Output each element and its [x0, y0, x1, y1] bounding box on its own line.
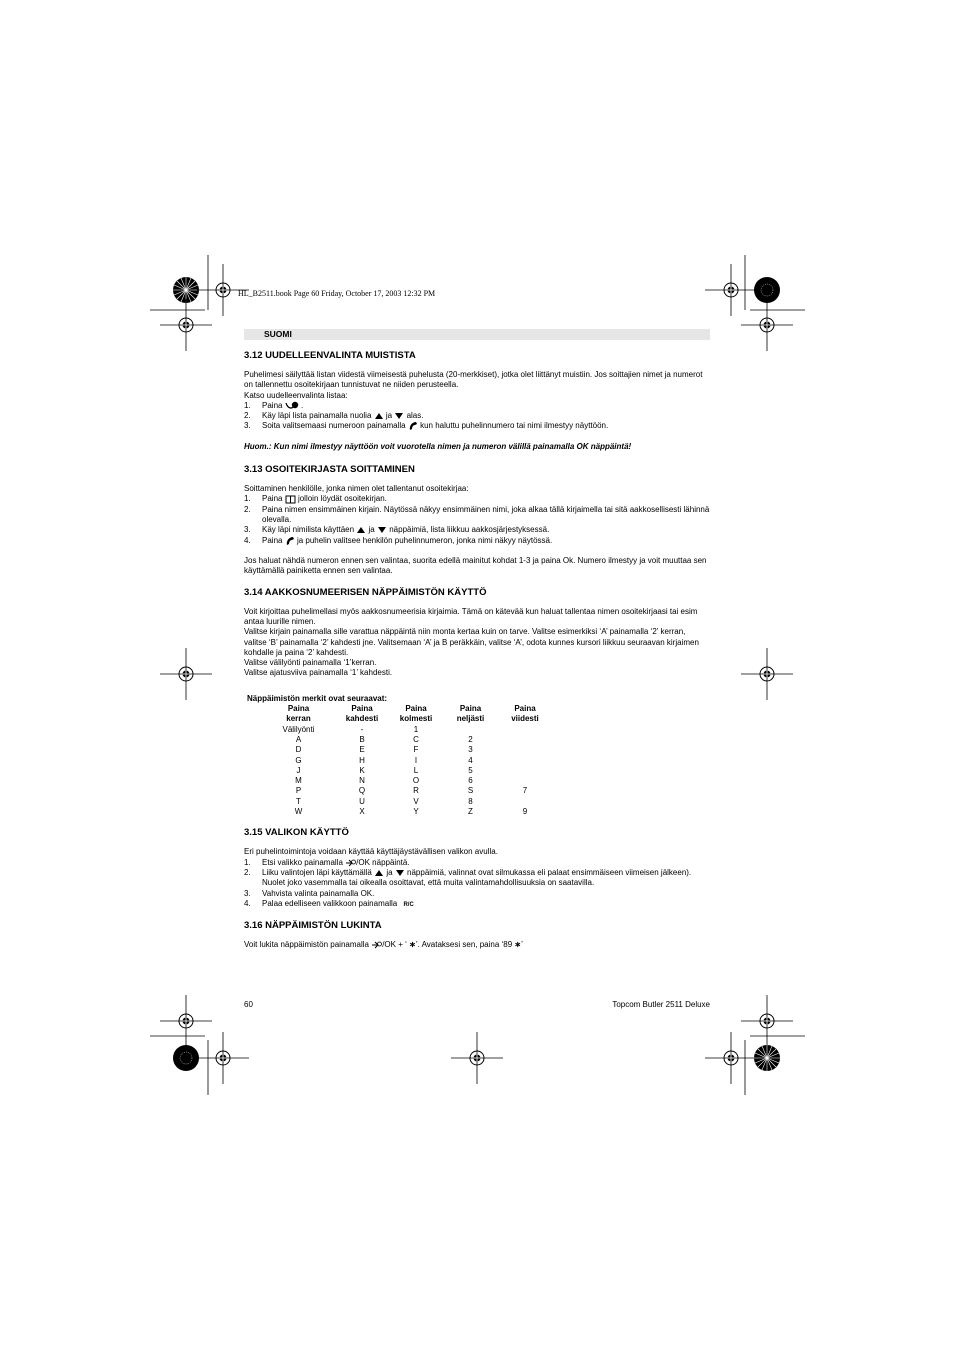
table-cell: M — [295, 776, 302, 786]
product-name: Topcom Butler 2511 Deluxe — [612, 1000, 710, 1009]
up-arrow-icon — [356, 526, 366, 534]
table-caption: Näppäimistön merkit ovat seuraavat: — [247, 693, 388, 703]
language-label: SUOMI — [264, 329, 292, 339]
table-cell: 6 — [468, 776, 473, 786]
table-cell — [498, 756, 552, 766]
table-cell: 9 — [522, 807, 528, 817]
redial-icon — [285, 401, 299, 410]
menu-key-icon — [345, 858, 356, 867]
section-heading: 3.15 VALIKON KÄYTTÖ — [244, 827, 349, 839]
paragraph: Valitse välilyönti painamalla ‘1’kerran. — [244, 658, 377, 668]
list-item: 2. Käy läpi lista painamalla nuolia ja alas. — [244, 411, 424, 421]
table-cell: A — [295, 734, 302, 744]
section-3-13 — [244, 464, 710, 576]
table-header-row — [262, 714, 552, 724]
table-cell: J — [296, 765, 301, 775]
table-header-cell: Paina — [405, 704, 427, 714]
table-cell: S — [467, 786, 474, 796]
list-item: 1. Paina jolloin löydät osoitekirjan. — [244, 494, 387, 504]
table-cell: C — [413, 734, 419, 744]
down-arrow-icon — [394, 412, 404, 420]
paragraph: Valitse ajatusviiva painamalla ‘1’ kahdesti. — [244, 668, 393, 678]
table-cell: X — [359, 807, 365, 817]
table-row — [262, 725, 552, 735]
table-row — [262, 735, 552, 745]
table-cell: - — [360, 724, 364, 734]
table-header-cell: Paina — [287, 704, 310, 714]
keypad-character-table — [262, 704, 552, 817]
up-arrow-icon — [374, 412, 384, 420]
down-arrow-icon — [377, 526, 387, 534]
table-header-cell: viidesti — [511, 714, 539, 724]
table-cell: 5 — [468, 765, 473, 775]
page-content — [244, 350, 710, 960]
up-arrow-icon — [374, 869, 384, 877]
section-3-14 — [244, 587, 710, 818]
table-cell: B — [359, 734, 365, 744]
table-cell: Z — [468, 807, 473, 817]
table-cell: 8 — [468, 796, 473, 806]
table-cell: 1 — [413, 724, 419, 734]
handset-icon — [408, 421, 418, 431]
table-row — [262, 745, 552, 755]
list-item: 3. Vahvista valinta painamalla OK. — [244, 888, 375, 898]
table-cell: Y — [413, 807, 419, 817]
table-cell: V — [413, 796, 419, 806]
list-item: 2. Liiku valintojen läpi käyttämällä ja näppäimiä, valinnat ovat silmukassa eli palaat ensimmäiseen viimeisen jälkeen). Nuolet joko vasemmalla tai oikealla osoittavat, että muita valintamahdollisuuksia on saatavilla. — [244, 867, 692, 888]
table-cell: 2 — [468, 734, 473, 744]
file-header: HL_B2511.book Page 60 Friday, October 17, 2003 12:32 PM — [238, 289, 436, 298]
table-header-cell: Paina — [514, 704, 536, 714]
table-cell: G — [295, 755, 302, 765]
table-cell — [498, 797, 552, 807]
menu-key-icon — [371, 940, 382, 949]
paragraph: Voit lukita näppäimistön painamalla /OK + ‘ ∗’. Avataksesi sen, paina ‘89 ∗’ — [244, 940, 523, 950]
table-row — [262, 776, 552, 786]
list-item: 4. Paina ja puhelin valitsee henkilön puhelinnumeron, jonka nimi näkyy näytössä. — [244, 535, 553, 545]
rc-key-icon: R/C — [403, 901, 414, 908]
table-cell: Q — [358, 786, 366, 796]
table-header-row — [262, 704, 552, 714]
list-item: 2. Paina nimen ensimmäinen kirjain. Näytössä näkyy ensimmäinen nimi, joka alkaa tällä kirjaimella tai sitä aakkosellisesti lähinnä olevalla. — [244, 504, 710, 525]
table-cell: R — [413, 786, 419, 796]
page-number: 60 — [244, 1000, 253, 1009]
table-cell: Välilyönti — [282, 724, 315, 734]
paragraph: Puhelimesi säilyttää listan viidestä viimeisestä puhelusta (20-merkkiset), jotka olet liittänyt muistiin. Jos soittajien nimet ja numerot on tallennettu osoitekirjaan tunnistuvat ne niiden perusteella. — [244, 370, 703, 390]
table-cell: K — [359, 765, 365, 775]
section-3-12 — [244, 350, 710, 452]
handset-icon — [285, 536, 295, 546]
paragraph: Voit kirjoittaa puhelimellasi myös aakkosnumeerisia kirjaimia. Tämä on kätevää kun haluat tallentaa nimen osoitekirjaasi tai esim antaa luurille nimen. — [244, 606, 698, 626]
section-heading: 3.16 NÄPPÄIMISTÖN LUKINTA — [244, 920, 382, 932]
table-header-cell: neljästi — [456, 714, 485, 724]
table-cell — [498, 735, 552, 745]
table-header-cell: kahdesti — [345, 714, 379, 724]
paragraph: Eri puhelintoimintoja voidaan käyttää käyttäjäystävällisen valikon avulla. — [244, 847, 498, 857]
table-cell: P — [295, 786, 302, 796]
table-cell: O — [412, 776, 420, 786]
table-cell — [443, 725, 498, 735]
paragraph: Jos haluat nähdä numeron ennen sen valintaa, suorita edellä mainitut kohdat 1-3 ja paina Ok. Numero ilmestyy ja voit muuttaa sen käyttämällä painiketta ennen sen valintaa. — [244, 556, 707, 576]
table-cell — [498, 745, 552, 755]
down-arrow-icon — [395, 869, 405, 877]
table-row — [262, 786, 552, 796]
list-item: 4. Palaa edelliseen valikkoon painamalla R/C — [244, 898, 414, 908]
list-item: 3. Soita valitsemaasi numeroon painamalla kun haluttu puhelinnumero tai nimi ilmestyy näyttöön. — [244, 421, 609, 431]
table-cell: F — [413, 745, 419, 755]
list-item: 3. Käy läpi nimilista käyttäen ja näppäimiä, lista liikkuu aakkosjärjestyksessä. — [244, 525, 550, 535]
table-cell: T — [296, 796, 301, 806]
table-row — [262, 766, 552, 776]
table-header-cell: kerran — [286, 714, 311, 724]
section-heading: 3.14 AAKKOSNUMEERISEN NÄPPÄIMISTÖN KÄYTTÖ — [244, 586, 487, 598]
table-cell: N — [359, 776, 365, 786]
section-3-16 — [244, 920, 710, 950]
table-header-cell: Paina — [351, 704, 373, 714]
table-header-cell: kolmesti — [399, 714, 433, 724]
paragraph: Valitse kirjain painamalla sille varattua näppäintä niin monta kertaa kuin on tarve. Valitse esimerkiksi ‘A’ painamalla ‘2’ kerran, valitse ‘B’ painamalla ‘2’ kahdesti jne. Valitsemaan ‘A’ ja B peräkkäin, valitse ‘A’, odota kunnes kursori liikkuu seuraavan kirjaimen kohdalle ja paina ‘2’ kahdesti. — [244, 627, 699, 657]
table-cell: L — [413, 765, 419, 775]
section-heading: 3.12 UUDELLEENVALINTA MUISTISTA — [244, 350, 416, 361]
table-cell — [498, 766, 552, 776]
table-cell: 4 — [468, 755, 473, 765]
table-cell: W — [294, 807, 303, 817]
table-row — [262, 756, 552, 766]
star-key-icon: ∗ — [514, 940, 522, 950]
paragraph: Katso uudelleenvalinta listaa: — [244, 390, 348, 400]
table-cell: 7 — [522, 786, 528, 796]
table-header-cell: Paina — [459, 704, 482, 714]
section-heading: 3.13 OSOITEKIRJASTA SOITTAMINEN — [244, 464, 415, 476]
list-item: 1. Etsi valikko painamalla /OK näppäintä. — [244, 857, 410, 867]
table-cell: H — [359, 755, 365, 765]
language-bar — [244, 329, 710, 340]
note: Huom.: Kun nimi ilmestyy näyttöön voit vuorotella nimen ja numeron välillä painamalla OK näppäintä! — [244, 441, 632, 451]
table-cell — [498, 725, 552, 735]
star-key-icon: ∗ — [409, 940, 416, 950]
section-3-15 — [244, 827, 710, 910]
table-cell: D — [295, 745, 302, 755]
table-cell: I — [414, 755, 418, 765]
table-row — [262, 807, 552, 817]
table-row — [262, 797, 552, 807]
table-cell: U — [359, 796, 365, 806]
table-cell — [498, 776, 552, 786]
table-cell: 3 — [468, 745, 473, 755]
paragraph: Soittaminen henkilölle, jonka nimen olet tallentanut osoitekirjaa: — [244, 484, 469, 494]
table-cell: E — [359, 745, 365, 755]
list-item: 1. Paina . — [244, 400, 304, 410]
phonebook-icon — [285, 495, 296, 504]
